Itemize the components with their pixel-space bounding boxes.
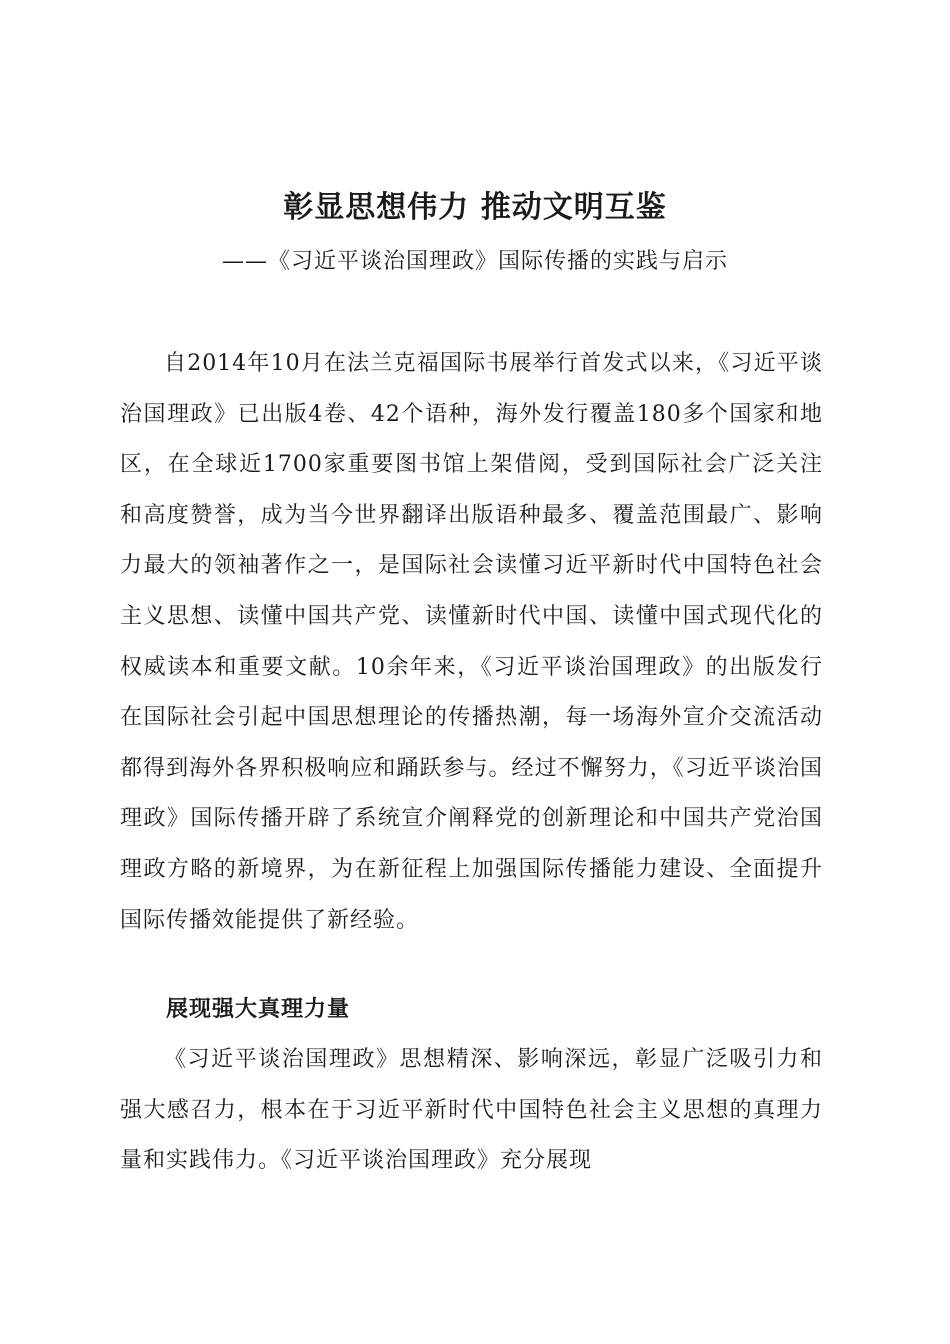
body-paragraph-1: 自2014年10月在法兰克福国际书展举行首发式以来，《习近平谈治国理政》已出版4卷、42个语种，海外发行覆盖180多个国家和地区，在全球近1700家重要图书馆上架借阅，受到国际社会广泛关注和高度赞誉，成为当今世界翻译出版语种最多、覆盖范围最广、影响力最大的领袖著作之一，是国际社会读懂习近平新时代中国特色社会主义思想、读懂中国共产党、读懂新时代中国、读懂中国式现代化的权威读本和重要文献。10余年来，《习近平谈治国理政》的出版发行在国际社会引起中国思想理论的传播热潮，每一场海外宣介交流活动都得到海外各界积极响应和踊跃参与。经过不懈努力，《习近平谈治国理政》国际传播开辟了系统宣介阐释党的创新理论和中国共产党治国理政方略的新境界，为在新征程上加强国际传播能力建设、全面提升国际传播效能提供了新经验。: [120, 351, 823, 933]
document-title: 彰显思想伟力 推动文明互鉴: [283, 190, 667, 225]
section-heading: 展现强大真理力量: [166, 997, 351, 1022]
document-subtitle: ——《习近平谈治国理政》国际传播的实践与启示: [221, 249, 728, 274]
body-paragraph-2: 《习近平谈治国理政》思想精深、影响深远，彰显广泛吸引力和强大感召力，根本在于习近平新时代中国特色社会主义思想的真理力量和实践伟力。《习近平谈治国理政》充分展现: [120, 1047, 823, 1174]
